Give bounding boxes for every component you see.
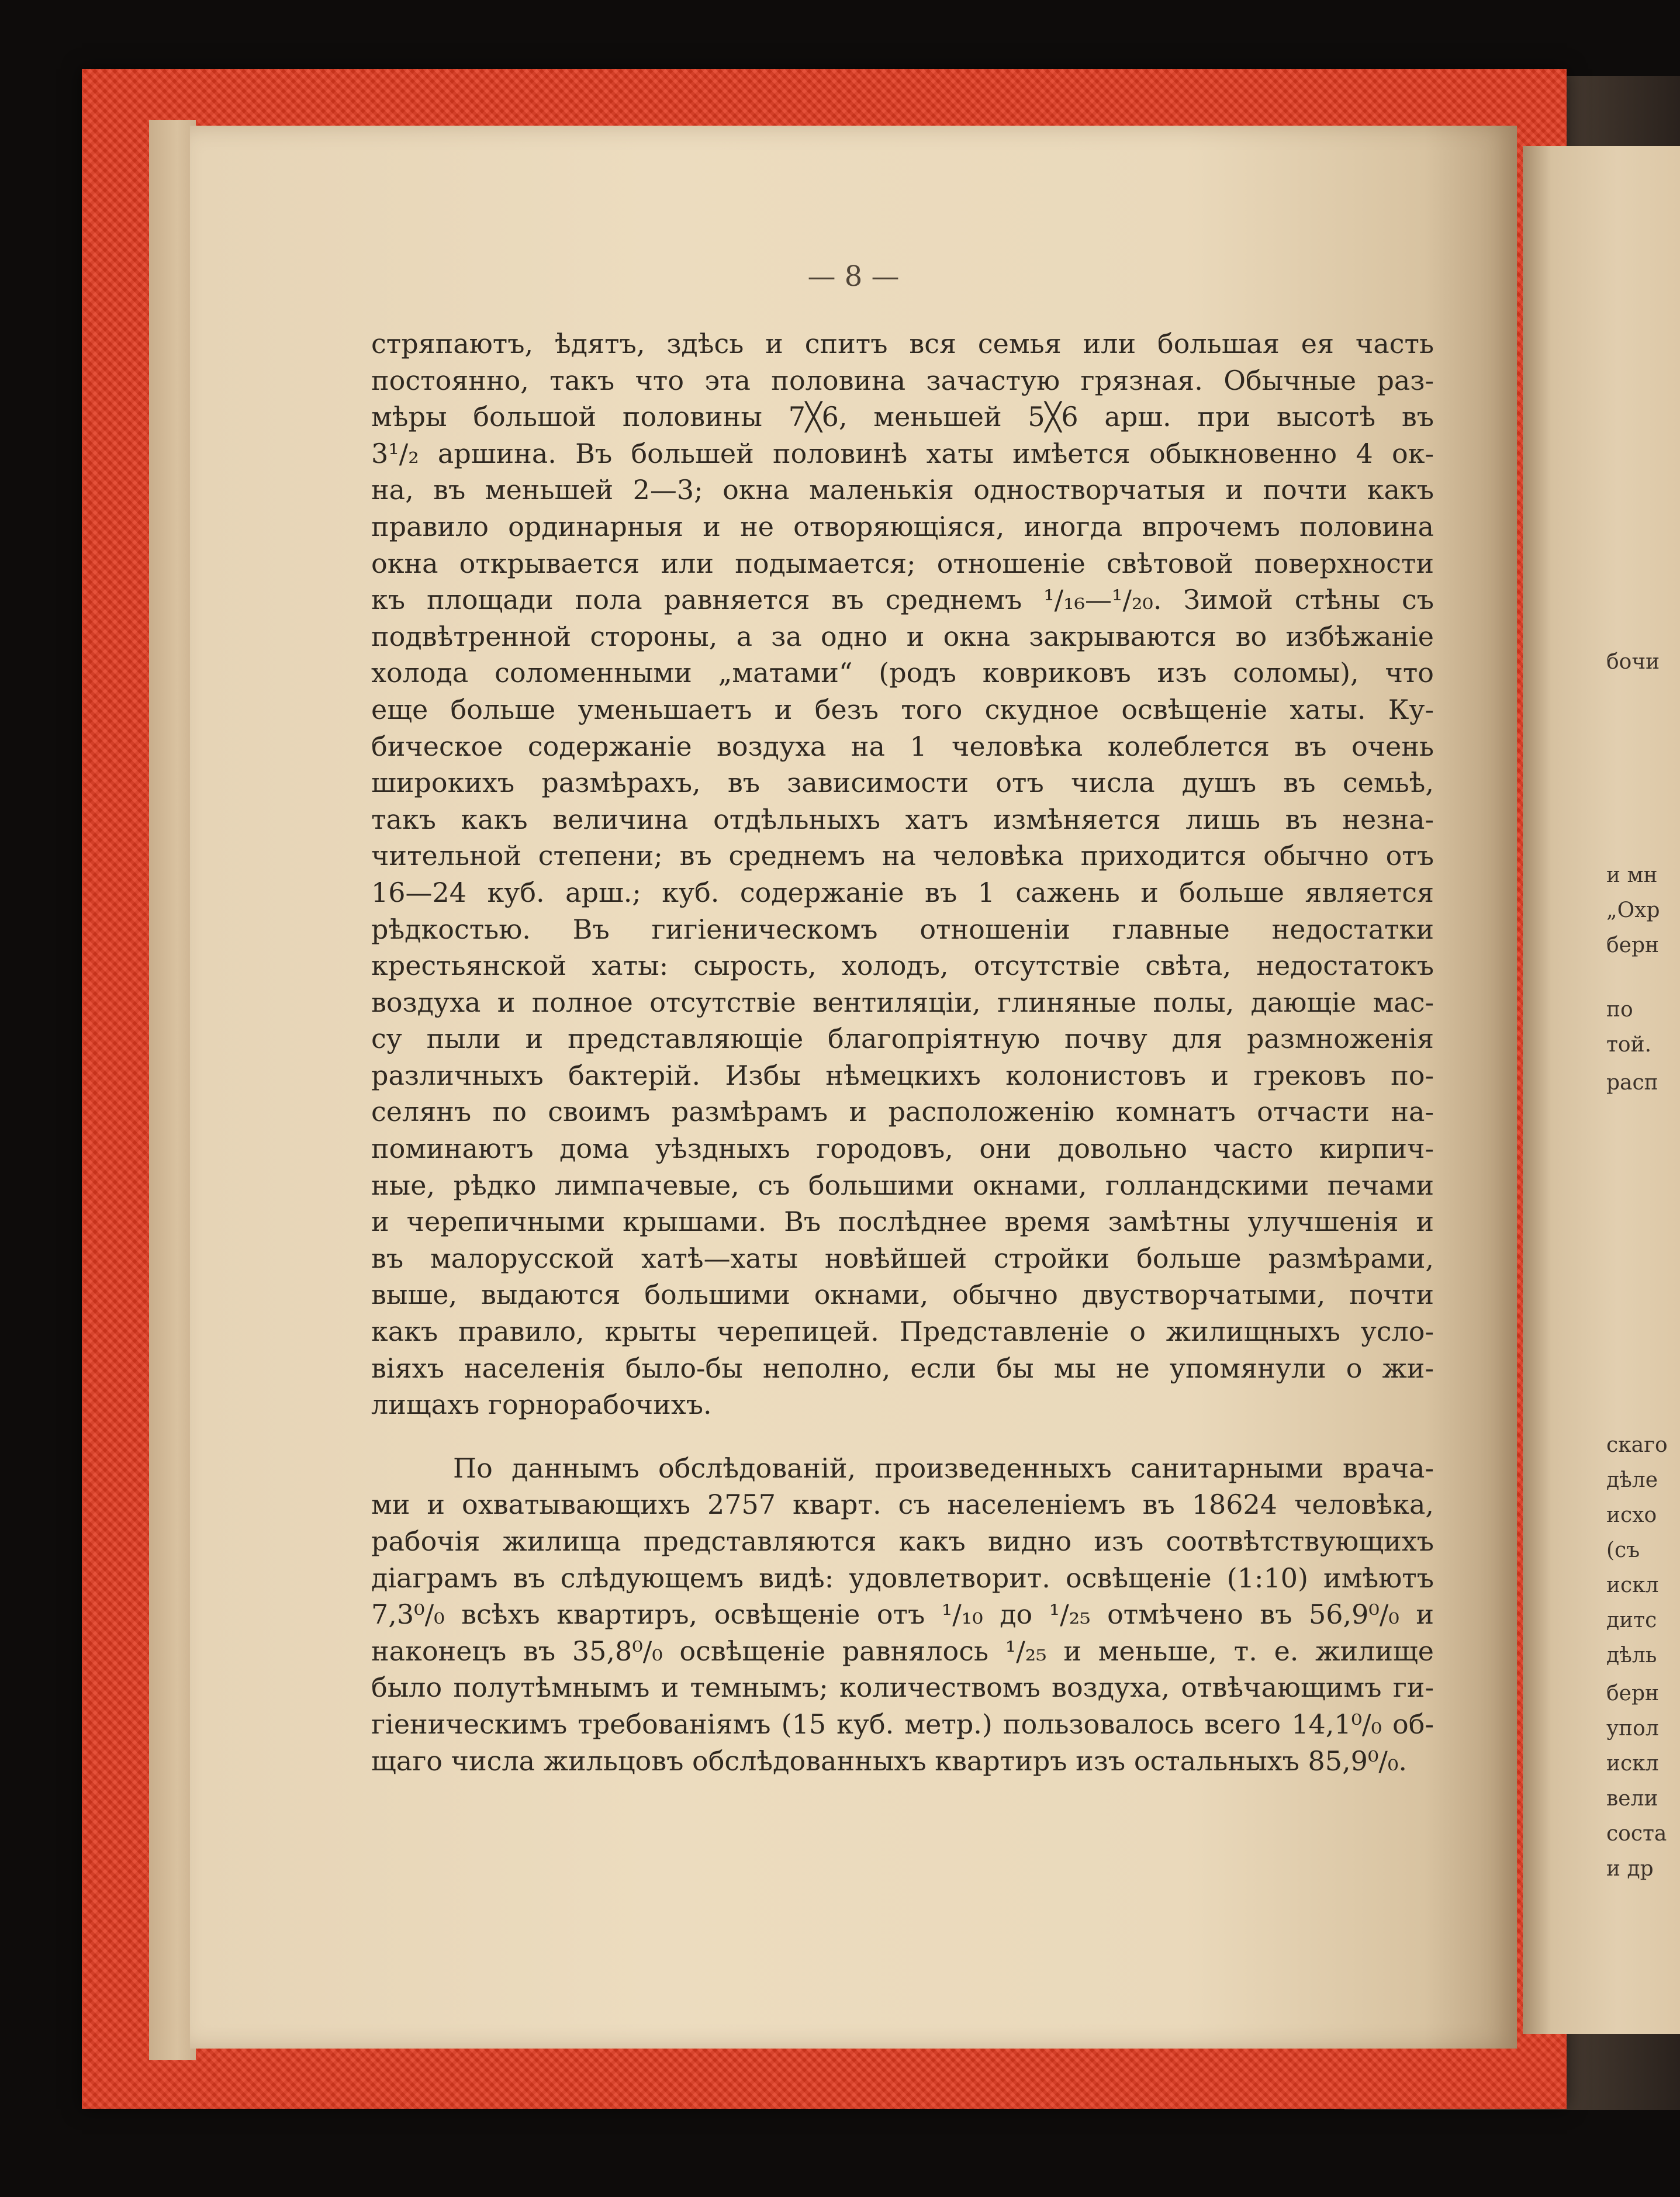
- text-line: и черепичными крышами. Въ послѣднее время замѣтны улучшенія и: [371, 1206, 1434, 1238]
- text-line: въ малорусской хатѣ—хаты новѣйшей стройки больше размѣрами,: [371, 1242, 1434, 1274]
- text-line: какъ правило, крыты черепицей. Представленіе о жилищныхъ усло-: [371, 1316, 1434, 1348]
- facing-page-fragment: берн: [1606, 933, 1660, 957]
- text-line: 16—24 куб. арш.; куб. содержаніе въ 1 сажень и больше является: [371, 876, 1434, 908]
- facing-page-fragment: и др: [1606, 1857, 1654, 1881]
- text-line: щаго числа жильцовъ обслѣдованныхъ квартиръ изъ остальныхъ 85,9⁰/₀.: [371, 1745, 1407, 1777]
- text-line: постоянно, такъ что эта половина зачастую грязная. Обычные раз-: [371, 364, 1434, 396]
- facing-page-fragment: искл: [1606, 1752, 1659, 1776]
- text-line: віяхъ населенія было-бы неполно, если бы мы не упомянули о жи-: [371, 1352, 1434, 1384]
- text-line: было полутѣмнымъ и темнымъ; количествомъ воздуха, отвѣчающимъ ги-: [371, 1672, 1434, 1704]
- facing-page-fragment: „Охр: [1606, 898, 1660, 922]
- text-line: такъ какъ величина отдѣльныхъ хатъ измѣняется лишь въ незна-: [371, 803, 1434, 835]
- facing-page-fragment: скаго: [1606, 1433, 1668, 1457]
- text-line: подвѣтренной стороны, а за одно и окна закрываются во избѣжаніе: [371, 620, 1434, 652]
- text-line: рѣдкостью. Въ гигіеническомъ отношеніи главные недостатки: [371, 913, 1434, 945]
- text-line: су пыли и представляющіе благопріятную почву для размноженія: [371, 1023, 1434, 1055]
- text-line: 7,3⁰/₀ всѣхъ квартиръ, освѣщеніе отъ ¹/₁₀ до ¹/₂₅ отмѣчено въ 56,9⁰/₀ и: [371, 1599, 1434, 1631]
- text-line: По даннымъ обслѣдованій, произведенныхъ санитарными врача-: [453, 1452, 1434, 1484]
- facing-page-fragment: дѣле: [1606, 1468, 1658, 1492]
- facing-page-fragment: берн: [1606, 1682, 1660, 1705]
- facing-page-fragment: исхо: [1606, 1503, 1657, 1527]
- facing-page-fragment: (съ: [1606, 1538, 1640, 1562]
- facing-page-fragment: по: [1606, 998, 1633, 1022]
- facing-page-fragment: и мн: [1606, 863, 1658, 887]
- text-line: къ площади пола равняется въ среднемъ ¹/₁₆—¹/₂₀. Зимой стѣны съ: [371, 584, 1434, 616]
- text-line: выше, выдаются большими окнами, обычно двустворчатыми, почти: [371, 1279, 1434, 1311]
- text-line: діаграмъ въ слѣдующемъ видѣ: удовлетворит. освѣщеніе (1:10) имѣютъ: [371, 1562, 1434, 1594]
- text-line: различныхъ бактерій. Избы нѣмецкихъ колонистовъ и грековъ по-: [371, 1059, 1434, 1091]
- text-line: ми и охватывающихъ 2757 кварт. съ населеніемъ въ 18624 человѣка,: [371, 1489, 1434, 1521]
- page-stack-edge: [149, 120, 196, 2060]
- page-body-text: [371, 326, 1434, 1779]
- text-line: еще больше уменьшаетъ и безъ того скудное освѣщеніе хаты. Ку-: [371, 693, 1434, 725]
- text-line: рабочія жилища представляются какъ видно изъ соотвѣтствующихъ: [371, 1525, 1434, 1557]
- text-line: мѣры большой половины 7╳6, меньшей 5╳6 арш. при высотѣ въ: [371, 401, 1434, 433]
- facing-page-fragment: той.: [1606, 1033, 1652, 1057]
- facing-page-fragment: искл: [1606, 1573, 1659, 1597]
- text-line: крестьянской хаты: сырость, холодъ, отсутствіе свѣта, недостатокъ: [371, 950, 1434, 982]
- facing-page-fragment: бочи: [1606, 650, 1660, 674]
- text-line: селянъ по своимъ размѣрамъ и расположенію комнатъ отчасти на-: [371, 1096, 1434, 1128]
- facing-page-fragment: упол: [1606, 1717, 1659, 1741]
- book-page: [190, 126, 1517, 2049]
- facing-page-fragment: дитс: [1606, 1608, 1657, 1632]
- text-line: правило ординарныя и не отворяющіяся, иногда впрочемъ половина: [371, 510, 1434, 542]
- text-line: воздуха и полное отсутствіе вентиляціи, глиняные полы, дающіе мас-: [371, 986, 1434, 1018]
- facing-page-fragment: расп: [1606, 1071, 1658, 1095]
- text-line: чительной степени; въ среднемъ на человѣка приходится обычно отъ: [371, 840, 1434, 872]
- text-line: на, въ меньшей 2—3; окна маленькія одностворчатыя и почти какъ: [371, 474, 1434, 506]
- text-line: наконецъ въ 35,8⁰/₀ освѣщеніе равнялось ¹/₂₅ и меньше, т. е. жилище: [371, 1635, 1434, 1667]
- text-line: лищахъ горнорабочихъ.: [371, 1389, 712, 1421]
- text-line: окна открывается или подымается; отношеніе свѣтовой поверхности: [371, 547, 1434, 579]
- text-line: поминаютъ дома уѣздныхъ городовъ, они довольно часто кирпич-: [371, 1133, 1434, 1165]
- facing-page-fragment: соста: [1606, 1822, 1667, 1846]
- facing-page-fragment: вели: [1606, 1787, 1658, 1811]
- text-line: 3¹/₂ аршина. Въ большей половинѣ хаты имѣется обыкновенно 4 ок-: [371, 437, 1434, 469]
- page-number: — 8 —: [807, 260, 900, 293]
- text-line: холода соломенными „матами“ (родъ ковриковъ изъ соломы), что: [371, 657, 1434, 689]
- paragraph-gap: [371, 1423, 1434, 1450]
- text-line: ные, рѣдко лимпачевые, съ большими окнами, голландскими печами: [371, 1169, 1434, 1201]
- text-line: широкихъ размѣрахъ, въ зависимости отъ числа душъ въ семьѣ,: [371, 767, 1434, 799]
- text-line: гіеническимъ требованіямъ (15 куб. метр.) пользовалось всего 14,1⁰/₀ об-: [371, 1708, 1434, 1740]
- text-line: стряпаютъ, ѣдятъ, здѣсь и спитъ вся семья или большая ея часть: [371, 328, 1434, 359]
- text-line: бическое содержаніе воздуха на 1 человѣка колеблется въ очень: [371, 730, 1434, 762]
- facing-page-fragment: дѣль: [1606, 1644, 1657, 1667]
